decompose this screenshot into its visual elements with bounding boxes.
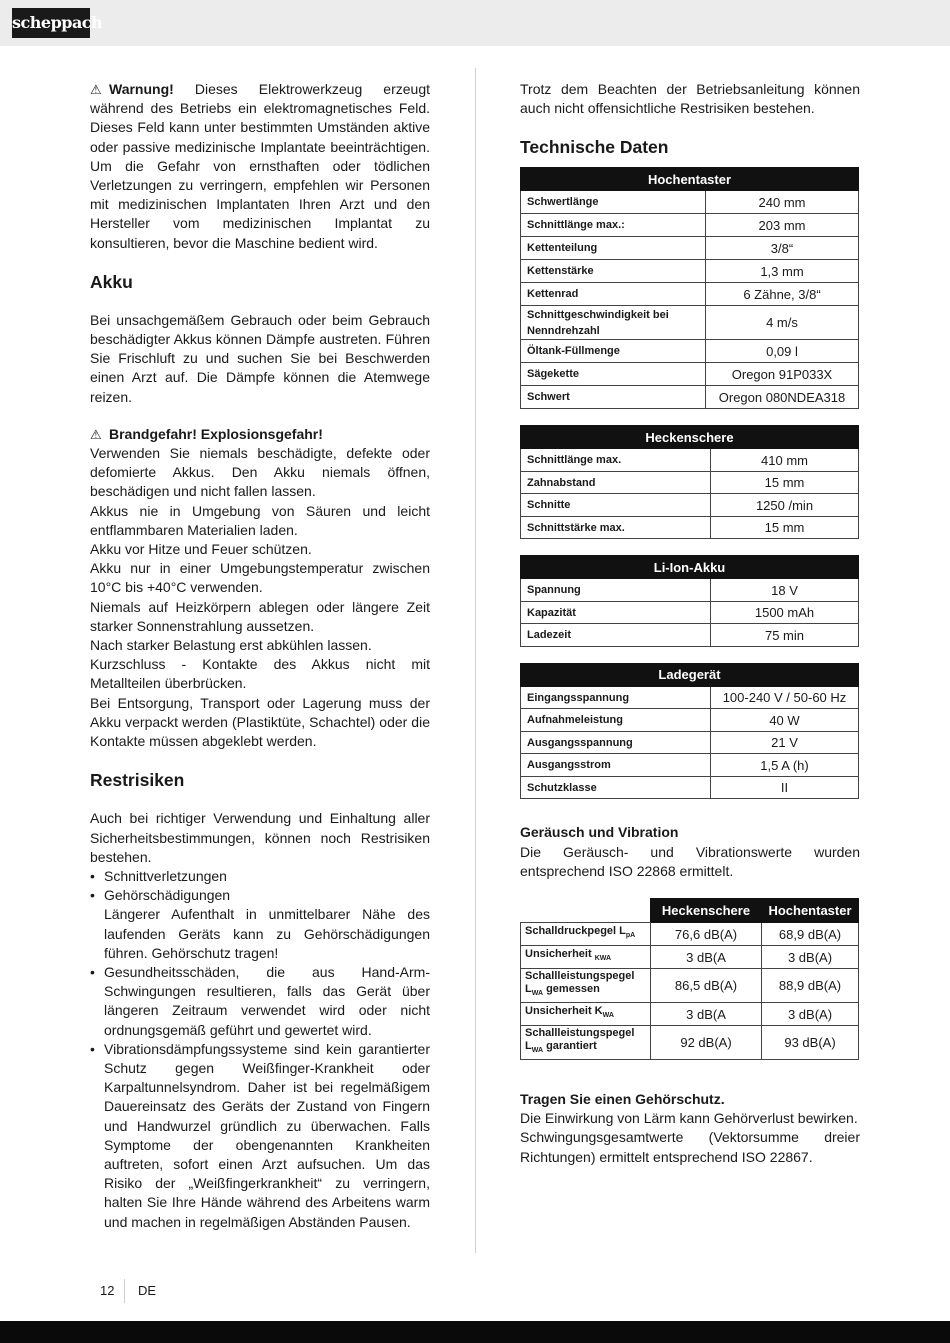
akku-paragraph: Bei unsachgemäßem Gebrauch oder beim Gebrauch beschädigter Akkus können Dämpfe austreten. Führen Sie Frischluft zu und suchen Sie bei Beschwerden einen Arzt auf. Die Dämpfe können die Atemwege reizen. [90,311,430,405]
restrisiken-heading: Restrisiken [90,770,185,791]
table-row: Schwert Oregon 080NDEA318 [521,386,859,409]
warning-triangle-icon: ⚠ [90,82,102,97]
footer-divider [124,1279,125,1303]
fire-line: Bei Entsorgung, Transport oder Lagerung muss der Akku verpackt werden (Plastiktüte, Schachtel) oder die Kontakte müssen abgeklebt werden. [90,694,430,750]
akku-heading: Akku [90,271,133,292]
noise-paragraph: Die Geräusch- und Vibrationswerte wurden entsprechend ISO 22868 ermittelt. [520,843,860,879]
fire-line: Niemals auf Heizkörpern ablegen oder längere Zeit starker Sonnenstrahlung aussetzen. [90,598,430,634]
table-row: Schallleistungspegel $L_{WA}$ garantiert 92 dB(A) 93 dB(A) [521,1026,859,1060]
table-row: Ladezeit 75 min [521,624,859,647]
table-title: Ladegerät [521,663,859,686]
top-bar [0,0,950,46]
table-row: Schnittlänge max.: 203 mm [521,214,859,237]
bottom-bar [0,1321,950,1343]
fire-warning-heading: ⚠ Brandgefahr! Explosionsgefahr! [90,425,430,444]
noise-table [520,898,859,1060]
table-row: Schallleistungspegel $L_{WA}$ gemessen 86,5 dB(A) 88,9 dB(A) [521,969,859,1003]
table-row: Schnittstärke max. 15 mm [521,516,859,539]
spec-table-heckenschere [520,425,859,539]
fire-line: Akkus nie in Umgebung von Säuren und leicht entflammbaren Materialien laden. [90,502,430,538]
table-row: Schwertlänge 240 mm [521,191,859,214]
warning-text: Dieses Elektrowerkzeug erzeugt während des Betriebs ein elektromagnetisches Feld. Dieses Feld kann unter bestimmten Umständen aktive oder passive medizinische Implantate beeinträchtigen. Um die Gefahr von ernsthaften oder tödlichen Verletzungen zu verringern, empfehlen wir Personen mit medizinischen Implantaten Ihren Arzt und den Hersteller vom medizinischen Implantat zu konsultieren, bevor die Maschine bedient wird. [90,81,431,251]
table-row: Zahnabstand 15 mm [521,471,859,494]
table-row: Öltank-Füllmenge 0,09 l [521,340,859,363]
list-item: • Gesundheitsschäden, die aus Hand-Arm-Schwingungen resultieren, falls das Gerät über längeren Zeitraum verwendet wird oder nicht ordnungsgemäß geführt und gewertet wird. [90,963,430,1040]
spec-table-hochentaster [520,167,859,409]
table-row: Ausgangsspannung 21 V [521,731,859,754]
table-row: Schalldruckpegel $L_{pA}$ 76,6 dB(A) 68,9 dB(A) [521,923,859,946]
table-row: Unsicherheit $_{KWA}$ 3 dB(A 3 dB(A) [521,946,859,969]
fire-line: Verwenden Sie niemals beschädigte, defekte oder defomierte Akkus. Den Akku niemals öffnen, beschädigen und nicht fallen lassen. [90,445,430,500]
table-row: Schnittlänge max. 410 mm [521,449,859,472]
warning-triangle-icon: ⚠ [90,426,102,442]
table-row: Kettenteilung 3/8“ [521,237,859,260]
table-row: Aufnahmeleistung 40 W [521,709,859,732]
fire-line: Akku vor Hitze und Feuer schützen. [90,541,312,558]
page-number: 12 [100,1283,115,1298]
left-column [90,80,430,1232]
language-code: DE [138,1283,157,1298]
ear-protection-heading: Tragen Sie einen Gehörschutz. [520,1091,725,1108]
table-title: Heckenschere [521,426,859,449]
warning-label: Warnung! [109,81,174,97]
list-item: • Schnittverletzungen [90,867,430,886]
spec-table-ladegeraet [520,663,859,800]
restrisiken-list [90,867,430,1232]
fire-line: Akku nur in einer Umgebungstemperatur zwischen 10°C bis +40°C verwenden. [90,560,430,596]
table-row: Kapazität 1500 mAh [521,601,859,624]
right-column [520,80,860,1167]
noise-col-hochentaster: Hochentaster [762,899,859,923]
noise-heading: Geräusch und Vibration [520,824,679,841]
table-row: Unsicherheit $K_{WA}$ 3 dB(A 3 dB(A) [521,1003,859,1026]
noise-col-heckenschere: Heckenschere [651,899,762,923]
tech-heading: Technische Daten [520,137,669,158]
table-title: Li-Ion-Akku [521,556,859,579]
table-row: Schnittgeschwindigkeit bei Nenndrehzahl 4 m/s [521,306,859,340]
list-item-note: Längerer Aufenthalt in unmittelbarer Nähe des laufenden Geräts kann zu Gehörschädigungen führen. Gehörschutz tragen! [104,906,430,961]
table-row: Kettenstärke 1,3 mm [521,260,859,283]
vibration-text: Schwingungsgesamtwerte (Vektorsumme dreier Richtungen) ermittelt entsprechend ISO 22867. [520,1129,860,1165]
table-row: Ausgangsstrom 1,5 A (h) [521,754,859,777]
spec-table-akku [520,555,859,647]
table-row: Kettenrad 6 Zähne, 3/8“ [521,283,859,306]
table-title: Hochentaster [521,168,859,191]
table-row: Spannung 18 V [521,579,859,602]
brand-logo: scheppach [12,8,90,38]
list-item: • Gehörschädigungen Längerer Aufenthalt in unmittelbarer Nähe des laufenden Geräts kann zu Gehörschädigungen führen. Gehörschutz tragen! [90,886,430,963]
warning-paragraph [90,80,430,253]
table-row: Schnitte 1250 /min [521,494,859,517]
restrisiken-intro: Auch bei richtiger Verwendung und Einhaltung aller Sicherheitsbestimmungen, können noch Restrisiken bestehen. [90,810,430,865]
right-intro: Trotz dem Beachten der Betriebsanleitung können auch nicht offensichtliche Restrisiken bestehen. [520,81,860,117]
ear-protection-text: Die Einwirkung von Lärm kann Gehörverlust bewirken. [520,1110,858,1127]
list-item: • Vibrationsdämpfungssysteme sind kein garantierter Schutz gegen Weißfinger-Krankheit oder Karpaltunnelsyndrom. Daher ist bei regelmäßigem Dauereinsatz des Geräts der Zustand von Fingern und Handwurzel gründlich zu überwachen. Falls Symptome der obengenannten Krankheiten auftreten, sofort einen Arzt aufsuchen. Um das Risiko der „Weißfingerkrankheit“ zu verringern, halten Sie Ihre Hände während des Arbeitens warm und machen in regelmäßigen Abständen Pausen. [90,1040,430,1232]
table-row: Schutzklasse II [521,776,859,799]
column-divider [475,68,476,1253]
fire-line: Kurzschluss - Kontakte des Akkus nicht mit Metallteilen überbrücken. [90,656,430,692]
table-row: Sägekette Oregon 91P033X [521,363,859,386]
table-row: Eingangsspannung 100-240 V / 50-60 Hz [521,686,859,709]
fire-line: Nach starker Belastung erst abkühlen lassen. [90,637,372,654]
